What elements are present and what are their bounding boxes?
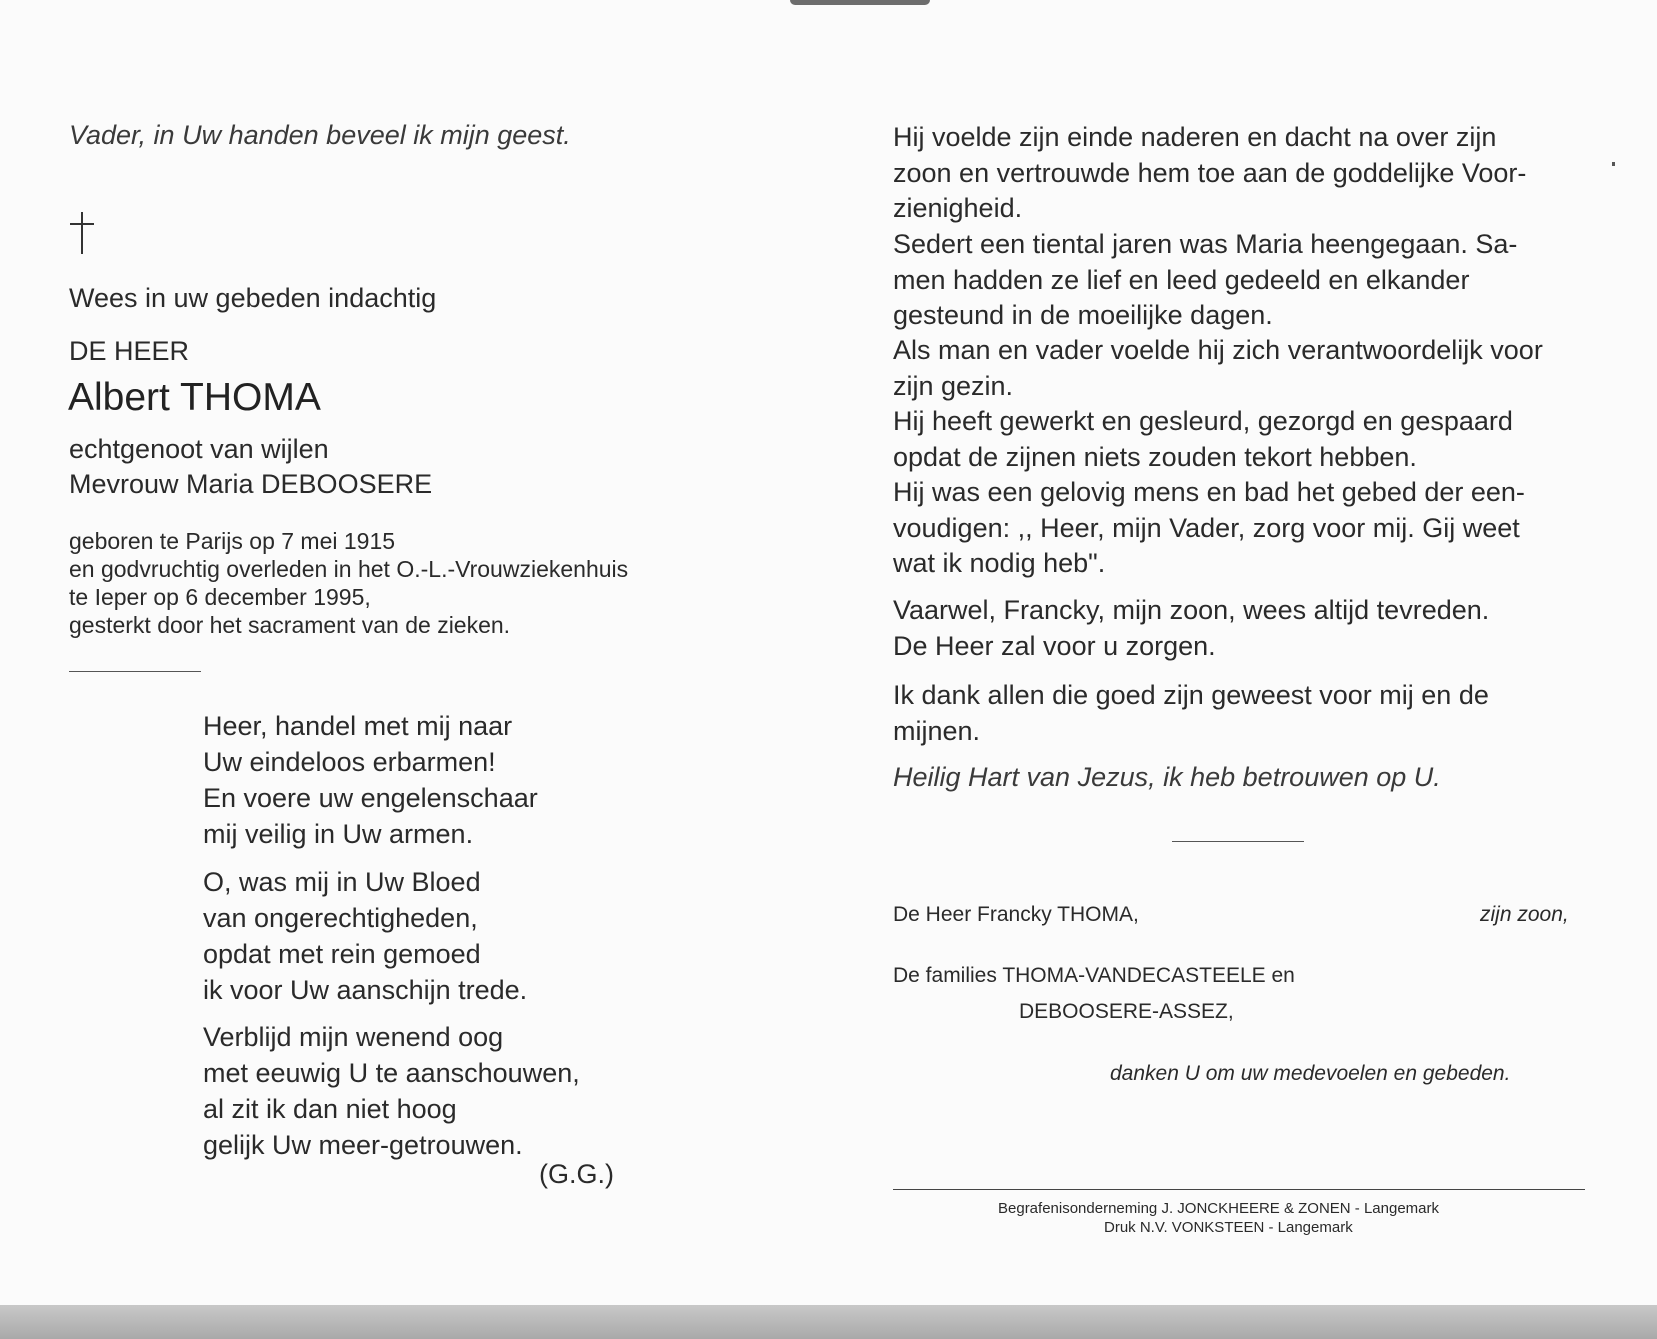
poem-stanza-2 xyxy=(203,864,527,1008)
biography xyxy=(69,527,769,639)
poem-stanza-3 xyxy=(203,1019,580,1163)
paragraph-3 xyxy=(893,333,1583,404)
family-son-relation: zijn zoon, xyxy=(1480,903,1569,926)
paragraph-4 xyxy=(893,404,1583,475)
bio-line: en godvruchtig overleden in het O.-L.-Vrouwziekenhuis xyxy=(69,556,629,582)
text-line: gesteund in de moeilijke dagen. xyxy=(893,300,1273,330)
bio-line: te Ieper op 6 december 1995, xyxy=(69,584,371,610)
spouse-line-2: Mevrouw Maria DEBOOSERE xyxy=(69,469,433,499)
poem-line: Uw eindeloos erbarmen! xyxy=(203,747,496,777)
bio-line: geboren te Parijs op 7 mei 1915 xyxy=(69,528,396,554)
funeral-home-credit: Begrafenisonderneming J. JONCKHEERE & ZONEN - Langemark xyxy=(998,1200,1440,1217)
text-line: Ik dank allen die goed zijn geweest voor mij en de xyxy=(893,680,1489,710)
poem-line: Verblijd mijn wenend oog xyxy=(203,1022,504,1052)
paragraph-1 xyxy=(893,120,1583,227)
text-line: Hij voelde zijn einde naderen en dacht na over zijn xyxy=(893,122,1497,152)
motto: Vader, in Uw handen beveel ik mijn geest. xyxy=(69,120,571,150)
footer-divider xyxy=(893,1189,1585,1190)
divider xyxy=(1172,841,1304,842)
paragraph-2 xyxy=(893,227,1583,334)
text-line: voudigen: ,, Heer, mijn Vader, zorg voor mij. Gij weet xyxy=(893,512,1520,543)
bio-line: gesterkt door het sacrament van de zieken. xyxy=(69,612,511,638)
cross-icon xyxy=(68,210,96,256)
text-line: De Heer zal voor u zorgen. xyxy=(893,630,1216,661)
poem-line: Heer, handel met mij naar xyxy=(203,711,513,741)
text-line: Hij was een gelovig mens en bad het gebed der een- xyxy=(893,477,1525,507)
farewell xyxy=(893,593,1489,664)
ink-speck xyxy=(1612,162,1615,166)
deceased-name: Albert THOMA xyxy=(68,376,321,419)
text-line: wat ik nodig heb". xyxy=(893,548,1106,578)
poem-line: al zit ik dan niet hoog xyxy=(203,1094,457,1124)
families-line-1: De families THOMA-VANDECASTEELE en xyxy=(893,964,1295,987)
poem-author: (G.G.) xyxy=(539,1159,614,1189)
top-edge-shadow xyxy=(790,0,930,5)
honorific: DE HEER xyxy=(69,336,190,366)
poem-line: gelijk Uw meer-getrouwen. xyxy=(203,1130,523,1160)
poem-line: met eeuwig U te aanschouwen, xyxy=(203,1058,580,1088)
text-line: zijn gezin. xyxy=(893,370,1014,401)
text-line: zienigheid. xyxy=(893,193,1023,223)
text-line: Als man en vader voelde hij zich verantwoordelijk voor xyxy=(893,335,1543,365)
paragraph-5 xyxy=(893,475,1583,582)
poem-line: En voere uw engelenschaar xyxy=(203,783,538,813)
spouse-line-1: echtgenoot van wijlen xyxy=(69,434,329,464)
text-line: men hadden ze lief en leed gedeeld en elkander xyxy=(893,264,1470,295)
poem-line: ik voor Uw aanschijn trede. xyxy=(203,975,528,1005)
thanks-message xyxy=(893,678,1489,749)
poem-line: O, was mij in Uw Bloed xyxy=(203,867,481,897)
text-line: Vaarwel, Francky, mijn zoon, wees altijd tevreden. xyxy=(893,595,1490,625)
poem-line: opdat met rein gemoed xyxy=(203,939,481,969)
remember-line: Wees in uw gebeden indachtig xyxy=(69,283,437,313)
families-line-2: DEBOOSERE-ASSEZ, xyxy=(1019,1000,1234,1023)
poem-stanza-1 xyxy=(203,708,538,852)
divider xyxy=(69,671,201,672)
printer-credit: Druk N.V. VONKSTEEN - Langemark xyxy=(1104,1219,1353,1236)
text-line: Hij heeft gewerkt en gesleurd, gezorgd en gespaard xyxy=(893,406,1513,436)
family-son: De Heer Francky THOMA, xyxy=(893,903,1139,926)
text-line: opdat de zijnen niets zouden tekort hebben. xyxy=(893,441,1417,472)
closing-prayer: Heilig Hart van Jezus, ik heb betrouwen op U. xyxy=(893,762,1441,792)
scan-edge xyxy=(0,1305,1657,1339)
poem-line: van ongerechtigheden, xyxy=(203,903,478,933)
family-closing: danken U om uw medevoelen en gebeden. xyxy=(1110,1062,1511,1085)
text-line: zoon en vertrouwde hem toe aan de goddelijke Voor- xyxy=(893,157,1527,188)
poem-line: mij veilig in Uw armen. xyxy=(203,819,474,849)
text-line: Sedert een tiental jaren was Maria heengegaan. Sa- xyxy=(893,229,1518,259)
text-line: mijnen. xyxy=(893,715,981,746)
